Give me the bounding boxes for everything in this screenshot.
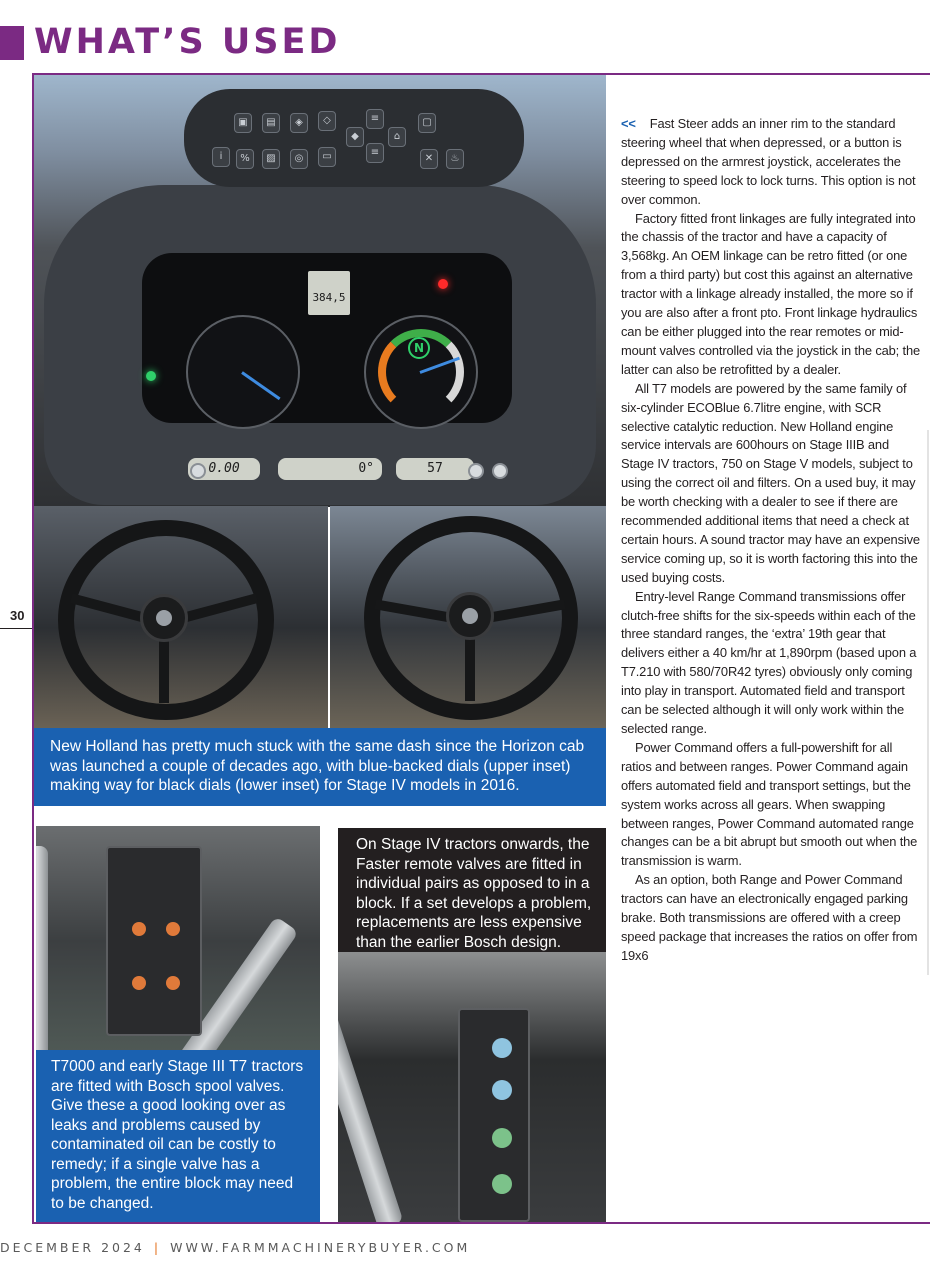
steering-wheel-photo-lower [330,506,606,728]
speed-display: 0° [278,458,382,480]
dashboard-photo [34,75,606,507]
dash-switch-icon: ▤ [262,113,280,133]
odometer-display: 0.00 [188,458,260,480]
website-url: WWW.FARMMACHINERYBUYER.COM [170,1240,471,1255]
valve-cap-orange [166,922,180,936]
dash-switch-icon: % [236,149,254,169]
dash-knob [190,463,206,479]
neutral-indicator: N [408,337,430,359]
dash-knob [468,463,484,479]
dash-switch-icon: ⌂ [388,127,406,147]
dash-switch-icon: ♨ [446,149,464,169]
section-title: WHAT’S USED [34,22,341,62]
valve-cap-orange [132,922,146,936]
article-paragraph: Factory fitted front linkages are fully integrated into the chassis of the tractor and have a capacity of 3,568kg. An OEM linkage can be retro fitted (or one from a third party) but cost this against an alternative tractor with a linkage already installed, the more so if you are also after a front pto. Front linkage hydraulics can be either plugged into the rear remotes or mid-mount valves controlled via the joystick in the cab; the latter can also be retrofitted by a dealer. [621,210,920,377]
article-paragraph: Entry-level Range Command transmissions offer clutch-free shifts for the six-speeds within each of the three standard ranges, the ‘extra’ 19th gear that delivers either a 40 km/hr at 1,890rpm (based upon a T7.210 with 580/70R42 tyres) obviously only coming into play in transport. Automated field and transport can be selected although it will only work within the selected range. [621,588,917,736]
indicator-lamp-green [146,371,156,381]
dash-switch-icon: ✕ [420,149,438,169]
bosch-valves-photo [36,826,320,1056]
dash-switch-icon: ▭ [318,147,336,167]
pipe [338,974,404,1222]
dash-switch-icon: ◇ [318,111,336,131]
dash-switch-icon: ≡ [366,143,384,163]
spool-valve-block [106,846,202,1036]
article-paragraph-text: Fast Steer adds an inner rim to the standard steering wheel that when depressed, or a button is depressed on the armrest joystick, accelerates the steering to speed lock to lock turns. This option is not over common. [621,116,916,207]
valve-cap-blue [492,1080,512,1100]
article-paragraph: As an option, both Range and Power Command tractors can have an electronically engaged parking brake. Both transmissions are offered with a creep speed package that increases the ratios on offer from 19x6 [621,872,918,963]
issue-date: DECEMBER 2024 [0,1240,145,1255]
continuation-marker: << [621,116,636,131]
dash-switch-icon: ▨ [262,149,280,169]
article-body [621,115,921,966]
article-paragraph [621,115,921,210]
steering-wheel-photo-upper [34,506,328,728]
dash-switch-icon: ◈ [290,113,308,133]
dash-caption: New Holland has pretty much stuck with the same dash since the Horizon cab was launched a couple of decades ago, with blue-backed dials (upper inset) making way for black dials (lower inset) for Stage IV models in 2016. [34,728,606,806]
valve-cap-green [492,1128,512,1148]
pipe [36,846,48,1056]
faster-valves-photo [338,952,606,1222]
article-paragraph: Power Command offers a full-powershift for all ratios and between ranges. Power Command again offers automated field and transport settings, but the system works across all gears. When swapping between ranges, Power Command automated range changes can be a bit abrupt but smooth out when the transmission is warm. [621,739,918,869]
article-paragraph: All T7 models are powered by the same family of six-cylinder ECOBlue 6.7litre engine, with SCR selective catalytic reduction. New Holland engine service intervals are 600hours on Stage IIIB and Stage IV tractors, 750 on Stage V models, subject to using the correct oil and filters. On a used buy, it may be worth checking with a dealer to see if there are recommended additional items that need a check at certain hours. A sound tractor may have an expensive service coming up, so it is worth factoring this into the used buying costs. [621,380,920,585]
valve-cap-orange [166,976,180,990]
brand-logo [156,610,172,626]
page-number-rule [0,628,32,629]
dash-switch-icon: ≡ [366,109,384,129]
dash-switch-icon: ◎ [290,149,308,169]
brand-logo [462,608,478,624]
valve-cap-green [492,1174,512,1194]
dash-switch-icon: ▣ [234,113,252,133]
dash-switch-icon: ▢ [418,113,436,133]
trip-readout: 384,5 [308,271,350,315]
fuel-display: 57 [396,458,474,480]
page-footer [0,1240,470,1255]
page-number: 30 [10,608,25,623]
frame-bottom-rule [32,1222,930,1224]
bosch-valves-caption: T7000 and early Stage III T7 tractors are fitted with Bosch spool valves. Give these a good looking over as leaks and problems caused by contaminated oil can be costly to remedy; if a single valve has a problem, the entire block may need to be changed. [36,1050,320,1222]
parking-brake-lamp [438,279,448,289]
valve-cap-blue [492,1038,512,1058]
dash-switch-icon: i [212,147,230,167]
dash-knob [492,463,508,479]
dash-switch-icon: ◆ [346,127,364,147]
valve-cap-orange [132,976,146,990]
faster-valves-caption: On Stage IV tractors onwards, the Faster remote valves are fitted in individual pairs as opposed to in a block. If a set develops a problem, replacements are less expensive than the earlier Bosch design. [338,828,606,952]
footer-separator: | [153,1240,162,1255]
column-edge-rule [927,430,929,975]
section-marker [0,26,24,60]
